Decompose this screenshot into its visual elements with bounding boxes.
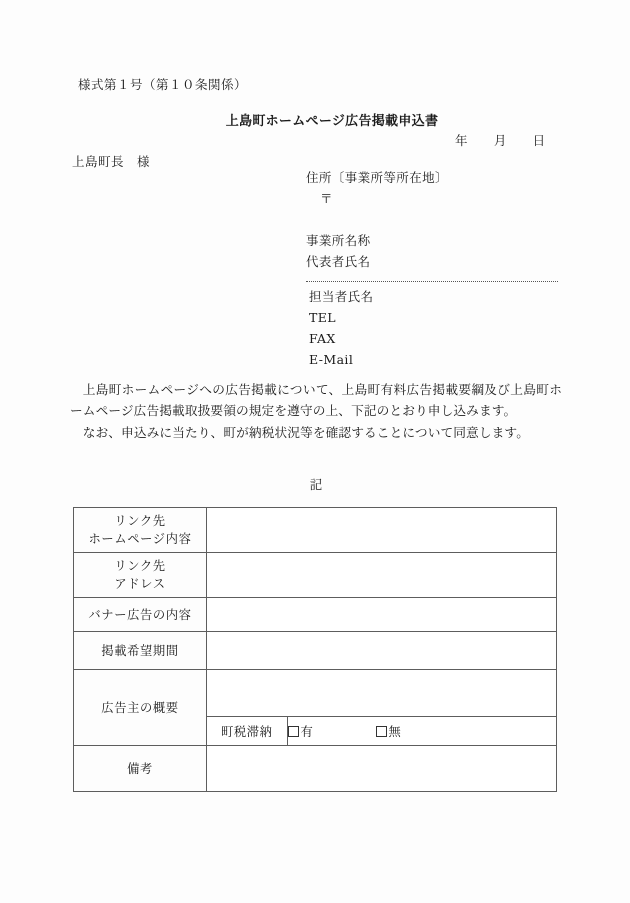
row-label-link-address [74,553,207,598]
applicant-block [306,167,566,370]
checkbox-label-no: 無 [388,725,402,739]
postal-code-symbol: 〒 [320,191,333,206]
date-day-label: 日 [532,133,546,148]
label-line-1: リンク先 [114,514,166,528]
advertiser-free-cell[interactable] [207,670,556,717]
applicant-spacer [306,209,566,230]
row-value-banner-content[interactable] [207,598,557,632]
address-label: 住所〔事業所等所在地〕 [306,170,448,185]
row-value-remarks[interactable] [207,746,557,792]
tax-delinquency-options [287,717,556,746]
representative-name-label: 代表者氏名 [306,254,371,269]
advertiser-nested-table [207,670,556,745]
fax-label: FAX [309,331,336,346]
checkbox-option-no[interactable] [376,722,402,740]
dotted-divider [306,281,558,282]
row-label-desired-period: 掲載希望期間 [74,632,207,670]
contact-person-label: 担当者氏名 [309,289,374,304]
row-label-link-homepage [74,508,207,553]
row-value-desired-period[interactable] [207,632,557,670]
label-line-2: ホームページ内容 [88,532,192,546]
contact-subblock [306,286,566,370]
row-value-advertiser-overview [207,670,557,746]
row-label-remarks: 備考 [74,746,207,792]
label-line-1: リンク先 [114,559,166,573]
table-row [74,508,557,553]
row-value-link-address[interactable] [207,553,557,598]
email-label: E-Mail [309,352,354,367]
application-table [73,507,557,792]
body-paragraph-2: なお、申込みに当たり、町が納税状況等を確認することについて同意します。 [82,425,529,440]
date-line [455,131,545,149]
checkbox-icon[interactable] [376,726,387,737]
addressee: 上島町長 様 [72,154,151,169]
body-text [70,380,562,444]
office-name-label: 事業所名称 [306,233,371,248]
ki-marker: 記 [309,477,323,492]
label-line-2: アドレス [114,577,166,591]
body-paragraph-1: 上島町ホームページへの広告掲載について、上島町有料広告掲載要綱及び上島町ホームページ広告掲載取扱要領の規定を遵守の上、下記のとおり申し込みます。 [70,382,562,418]
checkbox-option-yes[interactable] [288,722,314,740]
date-month-label: 月 [493,133,507,148]
tax-delinquency-label: 町税滞納 [207,717,287,746]
table-row [74,746,557,792]
table-row [74,553,557,598]
checkbox-label-yes: 有 [300,725,314,739]
advertiser-free-row [207,670,556,717]
checkbox-icon[interactable] [288,726,299,737]
row-label-advertiser-overview: 広告主の概要 [74,670,207,746]
date-year-label: 年 [455,133,468,148]
row-label-banner-content: バナー広告の内容 [74,598,207,632]
table-row [74,670,557,746]
row-value-link-homepage[interactable] [207,508,557,553]
tax-delinquency-row [207,717,556,746]
page-title: 上島町ホームページ広告掲載申込書 [225,114,439,129]
form-number: 様式第１号（第１０条関係） [78,77,248,92]
tel-label: TEL [309,310,336,325]
table-row [74,598,557,632]
table-row [74,632,557,670]
